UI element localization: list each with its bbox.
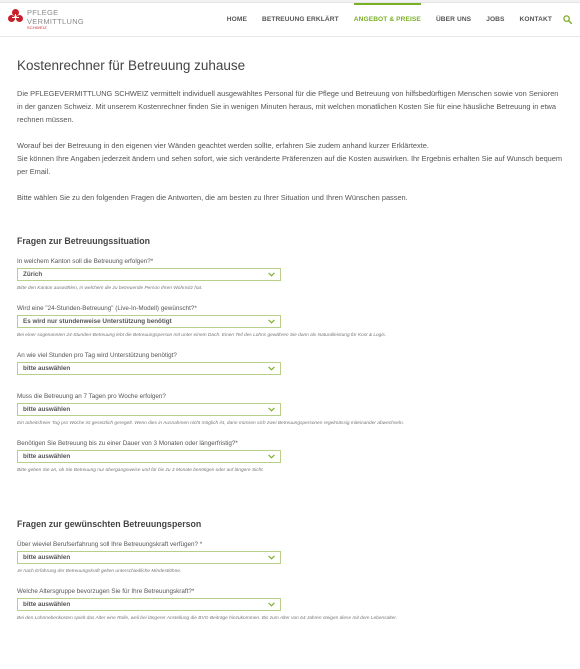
chevron-down-icon: [268, 602, 275, 607]
question-label: Benötigen Sie Betreuung bis zu einer Dauer von 3 Monaten oder längerfristig?*: [17, 440, 238, 447]
main-nav: [212, 3, 552, 37]
site-header: [0, 3, 580, 37]
logo-line-2: VERMITTLUNG: [27, 16, 85, 26]
24h-betreuung-select[interactable]: [17, 315, 281, 328]
question-label: An wie viel Stunden pro Tag wird Unterstützung benötigt?: [17, 352, 177, 359]
question-hint: Bitte geben Sie an, ob Sie Betreuung nur übergangsweise und für bis zu 3 Monate benötigen oder auf längere Sicht.: [17, 468, 264, 473]
select-value: bitte auswählen: [23, 365, 71, 372]
select-value: bitte auswählen: [23, 453, 71, 460]
question-kanton: [17, 258, 563, 291]
7-tage-select[interactable]: [17, 403, 281, 416]
question-hint: Ein arbeitsfreier Tag pro Woche ist gesetzlich geregelt. Wenn dies in Ausnahmen nicht möglich ist, dann müssen sich zwei Betreuungspersonen regelmässig miteinander abwechseln.: [17, 421, 404, 426]
question-label: Über wieviel Berufserfahrung soll Ihre Betreuungskraft verfügen? *: [17, 541, 203, 548]
logo-mark-icon: [8, 9, 24, 25]
chevron-down-icon: [268, 319, 275, 324]
chevron-down-icon: [268, 454, 275, 459]
logo-line-1: PFLEGE: [27, 8, 59, 17]
stunden-pro-tag-select[interactable]: [17, 362, 281, 375]
nav-item-jobs[interactable]: JOBS: [486, 16, 505, 23]
question-label: Wird eine "24-Stunden-Betreuung" (Live-In-Modell) gewünscht?*: [17, 305, 197, 312]
search-icon[interactable]: [563, 15, 572, 24]
question-berufserfahrung: [17, 541, 563, 574]
nav-item-kontakt[interactable]: KONTAKT: [519, 16, 552, 23]
question-stunden-pro-tag: [17, 352, 563, 375]
question-label: Muss die Betreuung an 7 Tagen pro Woche erfolgen?: [17, 393, 166, 400]
select-value: bitte auswählen: [23, 554, 71, 561]
intro-paragraph-1: Die PFLEGEVERMITTLUNG SCHWEIZ vermittelt individuell ausgewähltes Personal für die Pflege und Betreuung von hilfsbedürftigen Menschen sowie von Senioren in der ganzen Schweiz. Mit unserem Kostenrechner finden Sie in wenigen Minuten heraus, mit welchen monatlichen Kosten Sie für eine häusliche Betreuung in etwa rechnen müssen.: [17, 89, 559, 124]
question-label: Welche Altersgruppe bevorzugen Sie für Ihre Betreuungskraft?*: [17, 588, 195, 595]
logo-line-3: SCHWEIZ: [27, 25, 47, 30]
nav-item-angebot-preise[interactable]: ANGEBOT & PREISE: [354, 3, 421, 37]
question-hint: Je nach Erfahrung der Betreuungskraft gelten unterschiedliche Mindestlöhne.: [17, 569, 182, 574]
section-title-betreuungssituation: Fragen zur Betreuungssituation: [17, 236, 150, 246]
question-hint: Bei den Lohnnebenkosten spielt das Alter eine Rolle, weil bei längerer Anstellung die BVG-Beiträge hinzukommen. Bis zum Alter von 64 Jahren steigen diese mit dem Lebensalter.: [17, 616, 398, 621]
question-7-tage: [17, 393, 563, 426]
nav-item-home[interactable]: HOME: [226, 16, 247, 23]
intro-paragraph-2a: Worauf bei der Betreuung in den eigenen vier Wänden geachtet werden sollte, erfahren Sie zudem anhand kurzer Erklärtexte.: [17, 141, 429, 150]
chevron-down-icon: [268, 555, 275, 560]
nav-item-ueber-uns[interactable]: ÜBER UNS: [435, 16, 472, 23]
select-value: bitte auswählen: [23, 601, 71, 608]
select-value: Es wird nur stundenweise Unterstützung benötigt: [23, 318, 172, 325]
kanton-select[interactable]: [17, 268, 281, 281]
chevron-down-icon: [268, 366, 275, 371]
berufserfahrung-select[interactable]: [17, 551, 281, 564]
question-label: In welchem Kanton soll die Betreuung erfolgen?*: [17, 258, 154, 265]
logo[interactable]: [8, 9, 84, 30]
main-content: [0, 58, 580, 621]
altersgruppe-select[interactable]: [17, 598, 281, 611]
section-title-betreuungsperson: Fragen zur gewünschten Betreuungsperson: [17, 519, 202, 529]
nav-item-betreuung-erklaert[interactable]: BETREUUNG ERKLÄRT: [261, 16, 339, 23]
question-hint: Bei einer sogenannten 24-Stunden-Betreuung lebt die Betreuungsperson mit unter einem Dach. Einen Teil des Lohns gewähren Sie dann als Naturalleistung für Kost & Logis.: [17, 333, 387, 338]
question-hint: Bitte den Kanton auswählen, in welchem die zu betreuende Person Ihren Wohnsitz hat.: [17, 286, 203, 291]
intro-paragraph-3: Bitte wählen Sie zu den folgenden Fragen die Antworten, die am besten zu Ihrer Situation und Ihren Wünschen passen.: [17, 193, 408, 202]
chevron-down-icon: [268, 272, 275, 277]
question-altersgruppe: [17, 588, 563, 621]
select-value: Zürich: [23, 271, 43, 278]
intro-paragraph-2b: Sie können Ihre Angaben jederzeit ändern und sehen sofort, wie sich veränderte Präferenzen auf die Kosten auswirken. Ihr Ergebnis erhalten Sie auf Wunsch bequem per Email.: [17, 154, 563, 176]
question-24h-betreuung: [17, 305, 563, 338]
page-title: Kostenrechner für Betreuung zuhause: [17, 58, 246, 73]
chevron-down-icon: [268, 407, 275, 412]
dauer-select[interactable]: [17, 450, 281, 463]
select-value: bitte auswählen: [23, 406, 71, 413]
question-dauer: [17, 440, 563, 473]
